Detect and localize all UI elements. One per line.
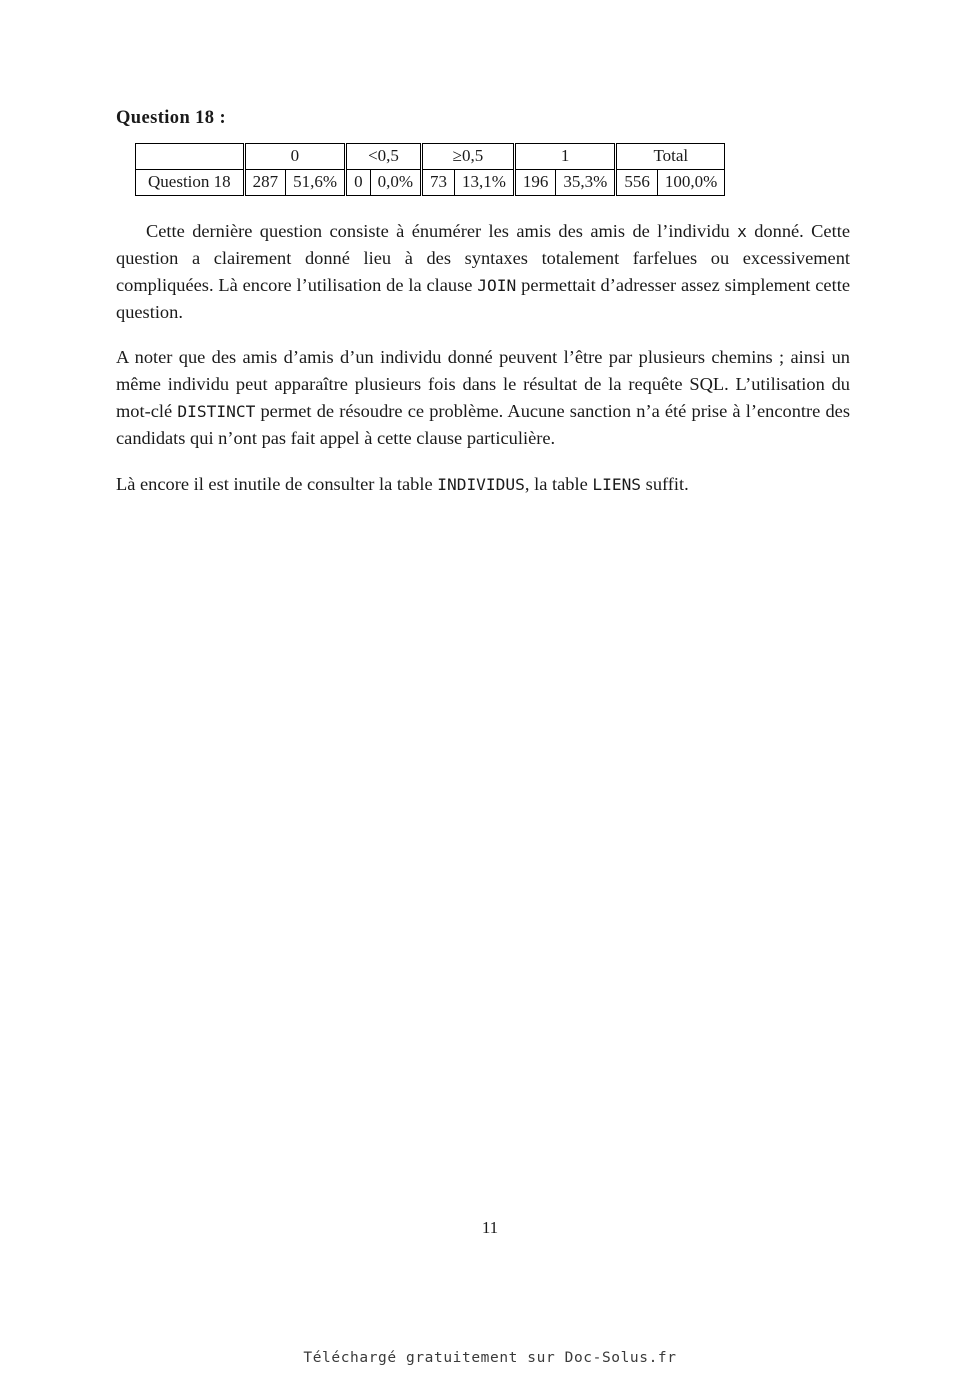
stats-table-wrapper	[135, 143, 850, 196]
cell-pct-lt05: 0,0%	[370, 169, 421, 196]
row-label: Question 18	[136, 169, 245, 196]
text-run: donné. Cette question a clairement donné lieu à des syntaxes totalement farfelues ou excessivement compliquées. Là encore l’utilisation de la clause	[116, 221, 850, 295]
cell-count-0: 287	[244, 169, 286, 196]
cell-count-total: 556	[616, 169, 658, 196]
table-row	[136, 169, 725, 196]
page-number: 11	[481, 1218, 499, 1237]
table-header-row	[136, 144, 725, 170]
header-empty	[136, 144, 245, 170]
header-group-1: 1	[514, 144, 615, 170]
text-run: permet de résoudre ce problème. Aucune sanction n’a été prise à l’encontre des candidats qui n’ont pas fait appel à cette clause particulière.	[116, 401, 850, 449]
text-run: Là encore il est inutile de consulter la table	[116, 473, 438, 494]
code-term: x	[737, 222, 747, 242]
results-table	[135, 143, 725, 196]
text-run: , la table	[524, 473, 593, 494]
code-term: LIENS	[592, 474, 642, 494]
header-group-total: Total	[616, 144, 725, 170]
paragraph-2	[116, 344, 850, 452]
code-term: DISTINCT	[177, 402, 256, 422]
text-run: Cette dernière question consiste à énumérer les amis des amis de l’individu	[146, 221, 738, 242]
text-run: A noter que des amis d’amis d’un individu donné peuvent l’être par plusieurs chemins ; ainsi un même individu peut apparaître plusieurs fois dans le résultat de la requête SQL. L’utilisation du mot-clé	[116, 347, 850, 422]
cell-count-ge05: 73	[421, 169, 454, 196]
code-term: INDIVIDUS	[437, 474, 525, 494]
cell-pct-total: 100,0%	[657, 169, 724, 196]
text-run: permettait d’adresser assez simplement cette question.	[116, 275, 850, 322]
header-group-ge05: ≥0,5	[421, 144, 514, 170]
cell-count-lt05: 0	[346, 169, 371, 196]
cell-pct-ge05: 13,1%	[454, 169, 514, 196]
header-group-0: 0	[244, 144, 345, 170]
page-content	[116, 108, 850, 516]
footer-credit: Téléchargé gratuitement sur Doc-Solus.fr	[303, 1350, 677, 1366]
cell-pct-1: 35,3%	[556, 169, 616, 196]
paragraph-3	[116, 471, 850, 498]
paragraph-1	[116, 218, 850, 326]
page-title: Question 18 :	[116, 108, 227, 128]
cell-count-1: 196	[514, 169, 556, 196]
cell-pct-0: 51,6%	[286, 169, 346, 196]
header-group-lt05: <0,5	[346, 144, 422, 170]
code-term: JOIN	[477, 276, 517, 295]
text-run: suffit.	[641, 473, 689, 494]
